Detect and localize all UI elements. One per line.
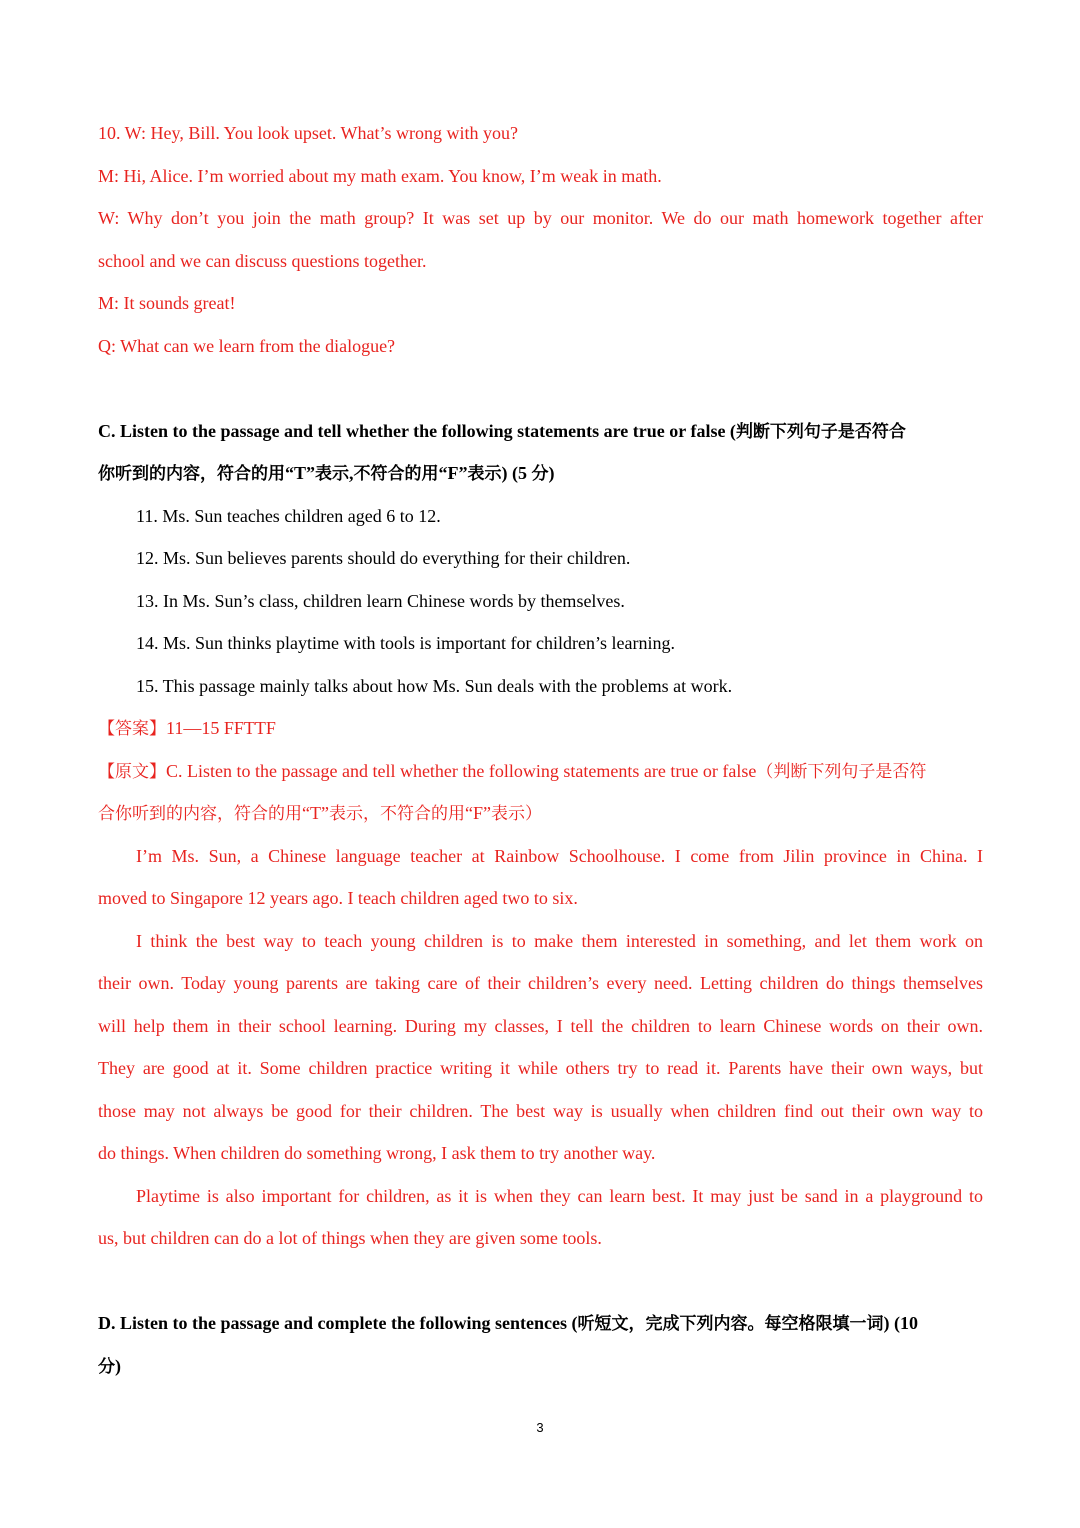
section-d-heading-line1: [98, 1302, 983, 1345]
original-text-cn: 表示，不符合的用: [328, 804, 465, 824]
section-c-heading-line1: [98, 410, 983, 453]
passage-line: do things. When children do something wrong, I ask them to try another way.: [98, 1143, 656, 1163]
passage-line: their own. Today young parents are taking care of their children’s every need. Letting children do things themselves: [98, 973, 983, 993]
document-page: [98, 112, 983, 1387]
original-text: “F”: [464, 803, 491, 823]
section-c-heading-text: C. Listen to the passage and tell whether the following statements are true or false (: [98, 420, 736, 441]
dialogue-line: M: It sounds great!: [98, 293, 236, 313]
section-c-heading-cn: 表示: [467, 464, 502, 484]
passage-line: moved to Singapore 12 years ago. I teach children aged two to six.: [98, 888, 578, 908]
section-c-heading-line2: [98, 452, 983, 495]
section-c-heading-cn: 表示: [315, 464, 350, 484]
passage-line: those may not always be good for their children. The best way is usually when children find out their own way to: [98, 1100, 983, 1121]
original-heading-line1: [98, 750, 983, 793]
passage-line: They are good at it. Some children practice writing it while others try to read it. Parents have their own ways, but: [98, 1058, 983, 1078]
section-d-heading-text: D. Listen to the passage and complete the following sentences (: [98, 1313, 578, 1333]
dialogue-line: M: Hi, Alice. I’m worried about my math exam. You know, I’m weak in math.: [98, 165, 662, 186]
statement-item: 11. Ms. Sun teaches children aged 6 to 12.: [136, 505, 441, 526]
original-text-cn: 表示）: [490, 804, 542, 824]
passage-line: I think the best way to teach young children is to make them interested in something, and let them work on: [136, 930, 983, 951]
statement-item: 14. Ms. Sun thinks playtime with tools is important for children’s learning.: [136, 633, 675, 653]
dialogue-line: 10. W: Hey, Bill. You look upset. What’s wrong with you?: [98, 123, 518, 143]
original-heading-line2: [98, 792, 983, 835]
section-c-heading-cn: 不符合的用: [353, 464, 439, 484]
spacer: [98, 367, 983, 410]
original-text: “T”: [302, 803, 329, 823]
section-c-heading-text: ): [548, 463, 555, 483]
section-c-heading-cn: 你听到的内容，符合的用: [98, 464, 285, 484]
passage-line: I’m Ms. Sun, a Chinese language teacher at Rainbow Schoolhouse. I come from Jilin province in China. I: [136, 845, 983, 866]
dialogue-line: W: Why don’t you join the math group? It was set up by our monitor. We do our math homework together after: [98, 208, 983, 228]
section-d-heading-cn: 听短文，完成下列内容。每空格限填一词: [577, 1314, 884, 1334]
page-number: 3: [536, 1420, 544, 1435]
dialogue-line: Q: What can we learn from the dialogue?: [98, 335, 396, 356]
spacer: [98, 1260, 983, 1303]
original-text: C. Listen to the passage and tell whether the following statements are true or false: [166, 760, 757, 781]
section-d-heading-text: ): [115, 1355, 121, 1376]
answer-text: 11—15 FFTTF: [166, 718, 276, 738]
answer-tag: 【答案】: [98, 719, 166, 739]
section-c-heading-cn: 分: [531, 464, 549, 484]
section-c-heading-cn: 判断下列句子是否符合: [735, 421, 906, 442]
original-text-cn: 合你听到的内容，符合的用: [98, 804, 302, 824]
section-c-heading-text: “T”: [285, 463, 316, 483]
section-c-heading-text: ,: [349, 463, 354, 483]
section-d-heading-cn: 分: [98, 1356, 115, 1377]
original-tag: 【原文】: [98, 761, 166, 782]
dialogue-line: school and we can discuss questions together.: [98, 250, 427, 271]
statement-item: 15. This passage mainly talks about how Ms. Sun deals with the problems at work.: [136, 675, 733, 696]
passage-line: us, but children can do a lot of things when they are given some tools.: [98, 1228, 602, 1248]
section-c-heading-text: “F”: [438, 463, 468, 483]
section-d-heading-text: ) (10: [883, 1313, 918, 1333]
passage-line: will help them in their school learning. During my classes, I tell the children to learn Chinese words on their own.: [98, 1015, 983, 1036]
section-c-heading-text: ) (5: [501, 463, 532, 483]
statement-item: 13. In Ms. Sun’s class, children learn Chinese words by themselves.: [136, 590, 625, 611]
passage-line: Playtime is also important for children, as it is when they can learn best. It may just be sand in a playground to: [136, 1185, 983, 1206]
answer-line: [98, 707, 983, 750]
statement-item: 12. Ms. Sun believes parents should do everything for their children.: [136, 548, 631, 568]
section-d-heading-line2: [98, 1345, 983, 1388]
original-text-cn: （判断下列句子是否符: [756, 761, 927, 782]
